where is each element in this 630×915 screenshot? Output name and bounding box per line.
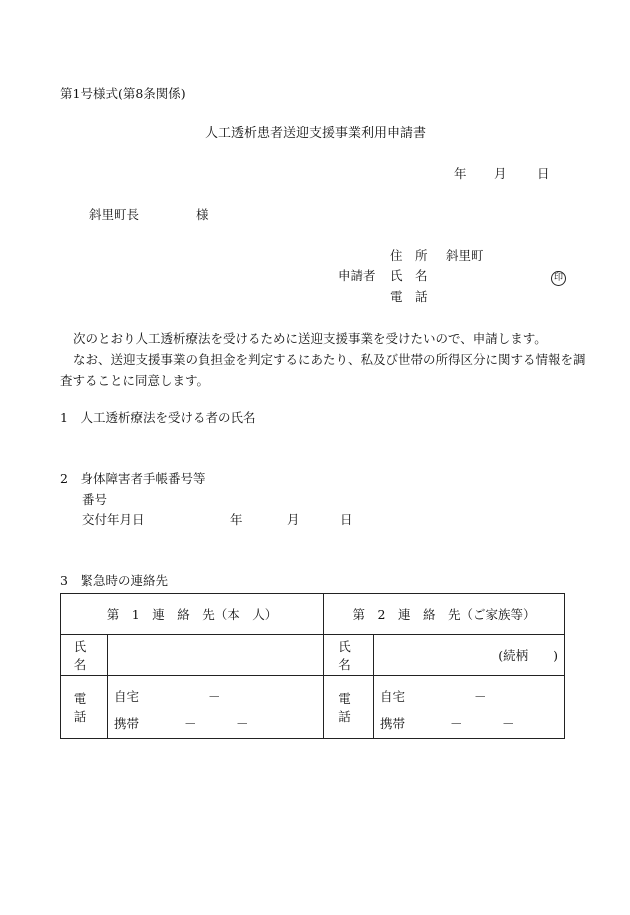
applicant-phone-label: 電 話 — [390, 289, 428, 304]
contact2-header: 第 2 連 絡 先（ご家族等） — [324, 594, 565, 635]
section2-year-label: 年 — [230, 512, 243, 527]
contact2-mobile-dash-1: － — [450, 716, 463, 731]
contact2-relation-label: (続柄 ) — [498, 648, 558, 663]
applicant-name-label: 氏 名 — [390, 268, 428, 283]
contact1-name-label: 氏 名 — [61, 635, 108, 676]
section3-title: 3 緊急時の連絡先 — [60, 573, 168, 588]
contact1-mobile-dash-1: － — [184, 716, 197, 731]
section2-number-label: 番号 — [82, 492, 108, 507]
contact1-phone-field[interactable] — [108, 676, 324, 739]
contact1-home-label: 自宅 — [114, 689, 140, 704]
table-row — [61, 676, 565, 739]
applicant-seal — [551, 268, 566, 286]
body-paragraph-2: なお、送迎支援事業の負担金を判定するにあたり、私及び世帯の所得区分に関する情報を調査することに同意します。 — [60, 352, 586, 388]
addressee-honorific: 様 — [196, 207, 209, 222]
contact1-header: 第 1 連 絡 先（本 人） — [61, 594, 324, 635]
contact2-home-label: 自宅 — [380, 689, 406, 704]
date-year-label: 年 — [454, 166, 467, 181]
contact1-mobile-dash-2: － — [236, 716, 249, 731]
applicant-address-value: 斜里町 — [446, 248, 484, 263]
seal-mark: 印 — [551, 271, 566, 286]
applicant-label: 申請者 — [338, 268, 376, 283]
applicant-address-label: 住 所 — [390, 248, 428, 263]
date-month-label: 月 — [494, 166, 507, 181]
contact2-mobile-label: 携帯 — [380, 716, 406, 731]
addressee-mayor: 斜里町長 — [89, 207, 140, 222]
emergency-contact-table — [60, 593, 565, 739]
section1-title: 1 人工透析療法を受ける者の氏名 — [60, 410, 256, 425]
form-number: 第1号様式(第8条関係) — [60, 86, 186, 101]
contact2-name-label: 氏 名 — [324, 635, 374, 676]
contact1-home-dash: － — [208, 689, 221, 704]
page-title: 人工透析患者送迎支援事業利用申請書 — [205, 126, 427, 141]
contact1-name-field[interactable] — [108, 635, 324, 676]
contact2-mobile-dash-2: － — [502, 716, 515, 731]
contact2-name-field[interactable] — [374, 635, 565, 676]
section2-day-label: 日 — [340, 512, 353, 527]
contact2-phone-label: 電 話 — [324, 676, 374, 739]
section2-issue-label: 交付年月日 — [82, 512, 145, 527]
contact1-phone-label: 電 話 — [61, 676, 108, 739]
contact2-home-dash: － — [474, 689, 487, 704]
section2-title: 2 身体障害者手帳番号等 — [60, 471, 206, 486]
section2-month-label: 月 — [287, 512, 300, 527]
date-day-label: 日 — [537, 166, 550, 181]
body-paragraph-1: 次のとおり人工透析療法を受けるために送迎支援事業を受けたいので、申請します。 — [73, 331, 547, 346]
table-header-row — [61, 594, 565, 635]
contact2-phone-field[interactable] — [374, 676, 565, 739]
table-row — [61, 635, 565, 676]
contact1-mobile-label: 携帯 — [114, 716, 140, 731]
